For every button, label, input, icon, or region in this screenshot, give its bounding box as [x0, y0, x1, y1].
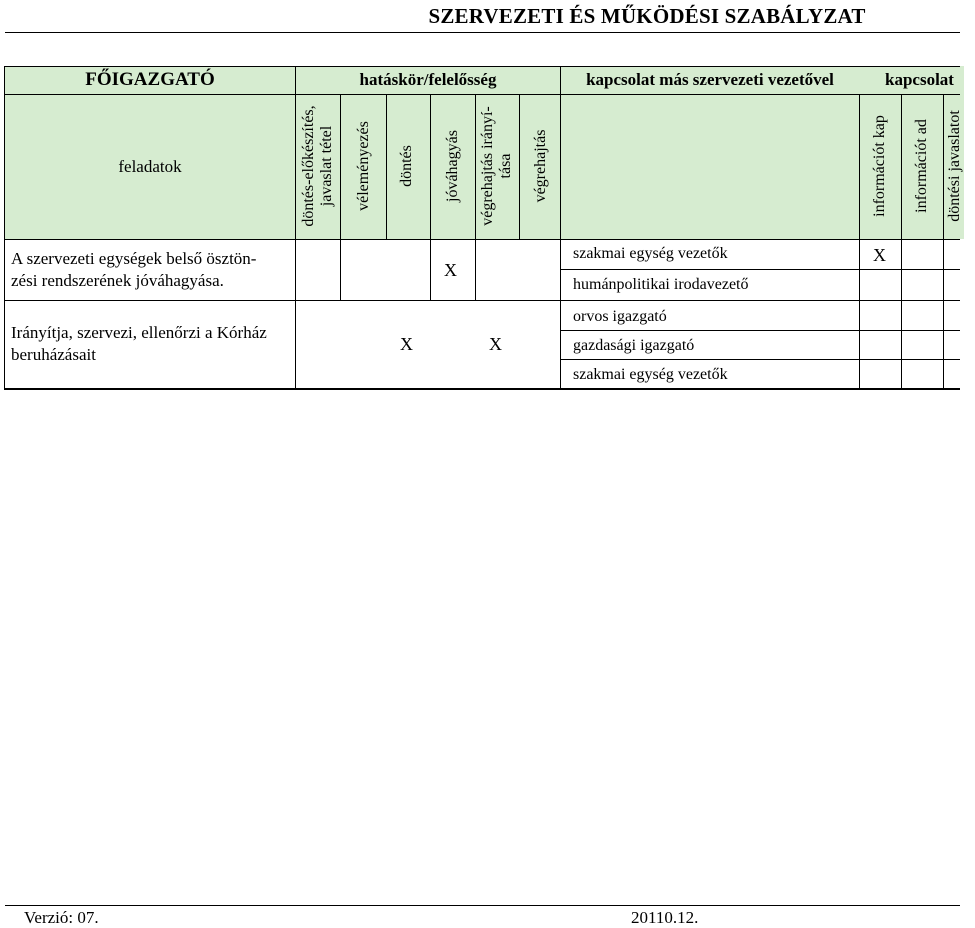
grid-line [4, 239, 960, 240]
grid-line [519, 94, 520, 239]
mark-dontes: X [444, 260, 457, 280]
grid-line [340, 94, 341, 239]
col-header-jovahagyas: jóváhagyás [444, 130, 461, 202]
mark-informaciot-kap: X [873, 245, 886, 265]
mark-jovahagyas: X [489, 334, 502, 354]
relation-group-header: kapcsolat más szervezeti vezetővel [586, 70, 834, 89]
grid-line [340, 239, 341, 300]
document-title: SZERVEZETI ÉS MŰKÖDÉSI SZABÁLYZAT [428, 4, 866, 28]
relation-name: szakmai egység vezetők [573, 245, 728, 262]
grid-line [4, 300, 960, 301]
grid-line [943, 94, 944, 388]
col-header-informaciot-kap: információt kap [871, 115, 888, 217]
grid-line [4, 388, 960, 390]
col-header-dontes-elokeszites: döntés-előkészítés, javaslat tétel [300, 105, 335, 227]
relation-cut-header: kapcsolat [885, 70, 954, 89]
col-header-vegrehajtas-iranyitasa: végrehajtás irányí- tása [479, 106, 514, 226]
date-label: 20110.12. [631, 908, 699, 927]
grid-line [430, 239, 431, 300]
grid-line [4, 66, 5, 388]
grid-line [295, 66, 296, 388]
col-header-dontesi-javaslatot: döntési javaslatot [946, 110, 963, 222]
task-cell: Irányítja, szervezi, ellenőrzi a Kórház beruházásait [11, 323, 267, 364]
relation-name: gazdasági igazgató [573, 337, 695, 354]
grid-line [4, 66, 960, 67]
mark-velemenyezes: X [400, 334, 413, 354]
grid-line [901, 94, 902, 388]
grid-line [430, 94, 431, 239]
grid-line [475, 94, 476, 239]
grid-line [859, 94, 860, 388]
footer-rule [5, 905, 960, 906]
col-header-vegrehajtas: végrehajtás [532, 129, 549, 203]
col-header-velemenyezes: véleményezés [355, 121, 372, 211]
grid-line [4, 94, 960, 95]
grid-line [560, 66, 561, 388]
relation-name: humánpolitikai irodavezető [573, 276, 749, 293]
main-header: FŐIGAZGATÓ [85, 69, 215, 90]
col-header-informaciot-ad: információt ad [913, 119, 930, 213]
tasks-header: feladatok [118, 157, 182, 176]
version-label: Verzió: 07. [24, 908, 99, 927]
col-header-dontes: döntés [398, 145, 415, 187]
task-cell: A szervezeti egységek belső ösztön- zési rendszerének jóváhagyása. [11, 249, 257, 290]
grid-line [475, 239, 476, 300]
relation-name: orvos igazgató [573, 308, 667, 325]
grid-line [386, 94, 387, 239]
title-underline [5, 32, 960, 33]
relation-name: szakmai egység vezetők [573, 366, 728, 383]
authority-group-header: hatáskör/felelősség [359, 70, 497, 89]
